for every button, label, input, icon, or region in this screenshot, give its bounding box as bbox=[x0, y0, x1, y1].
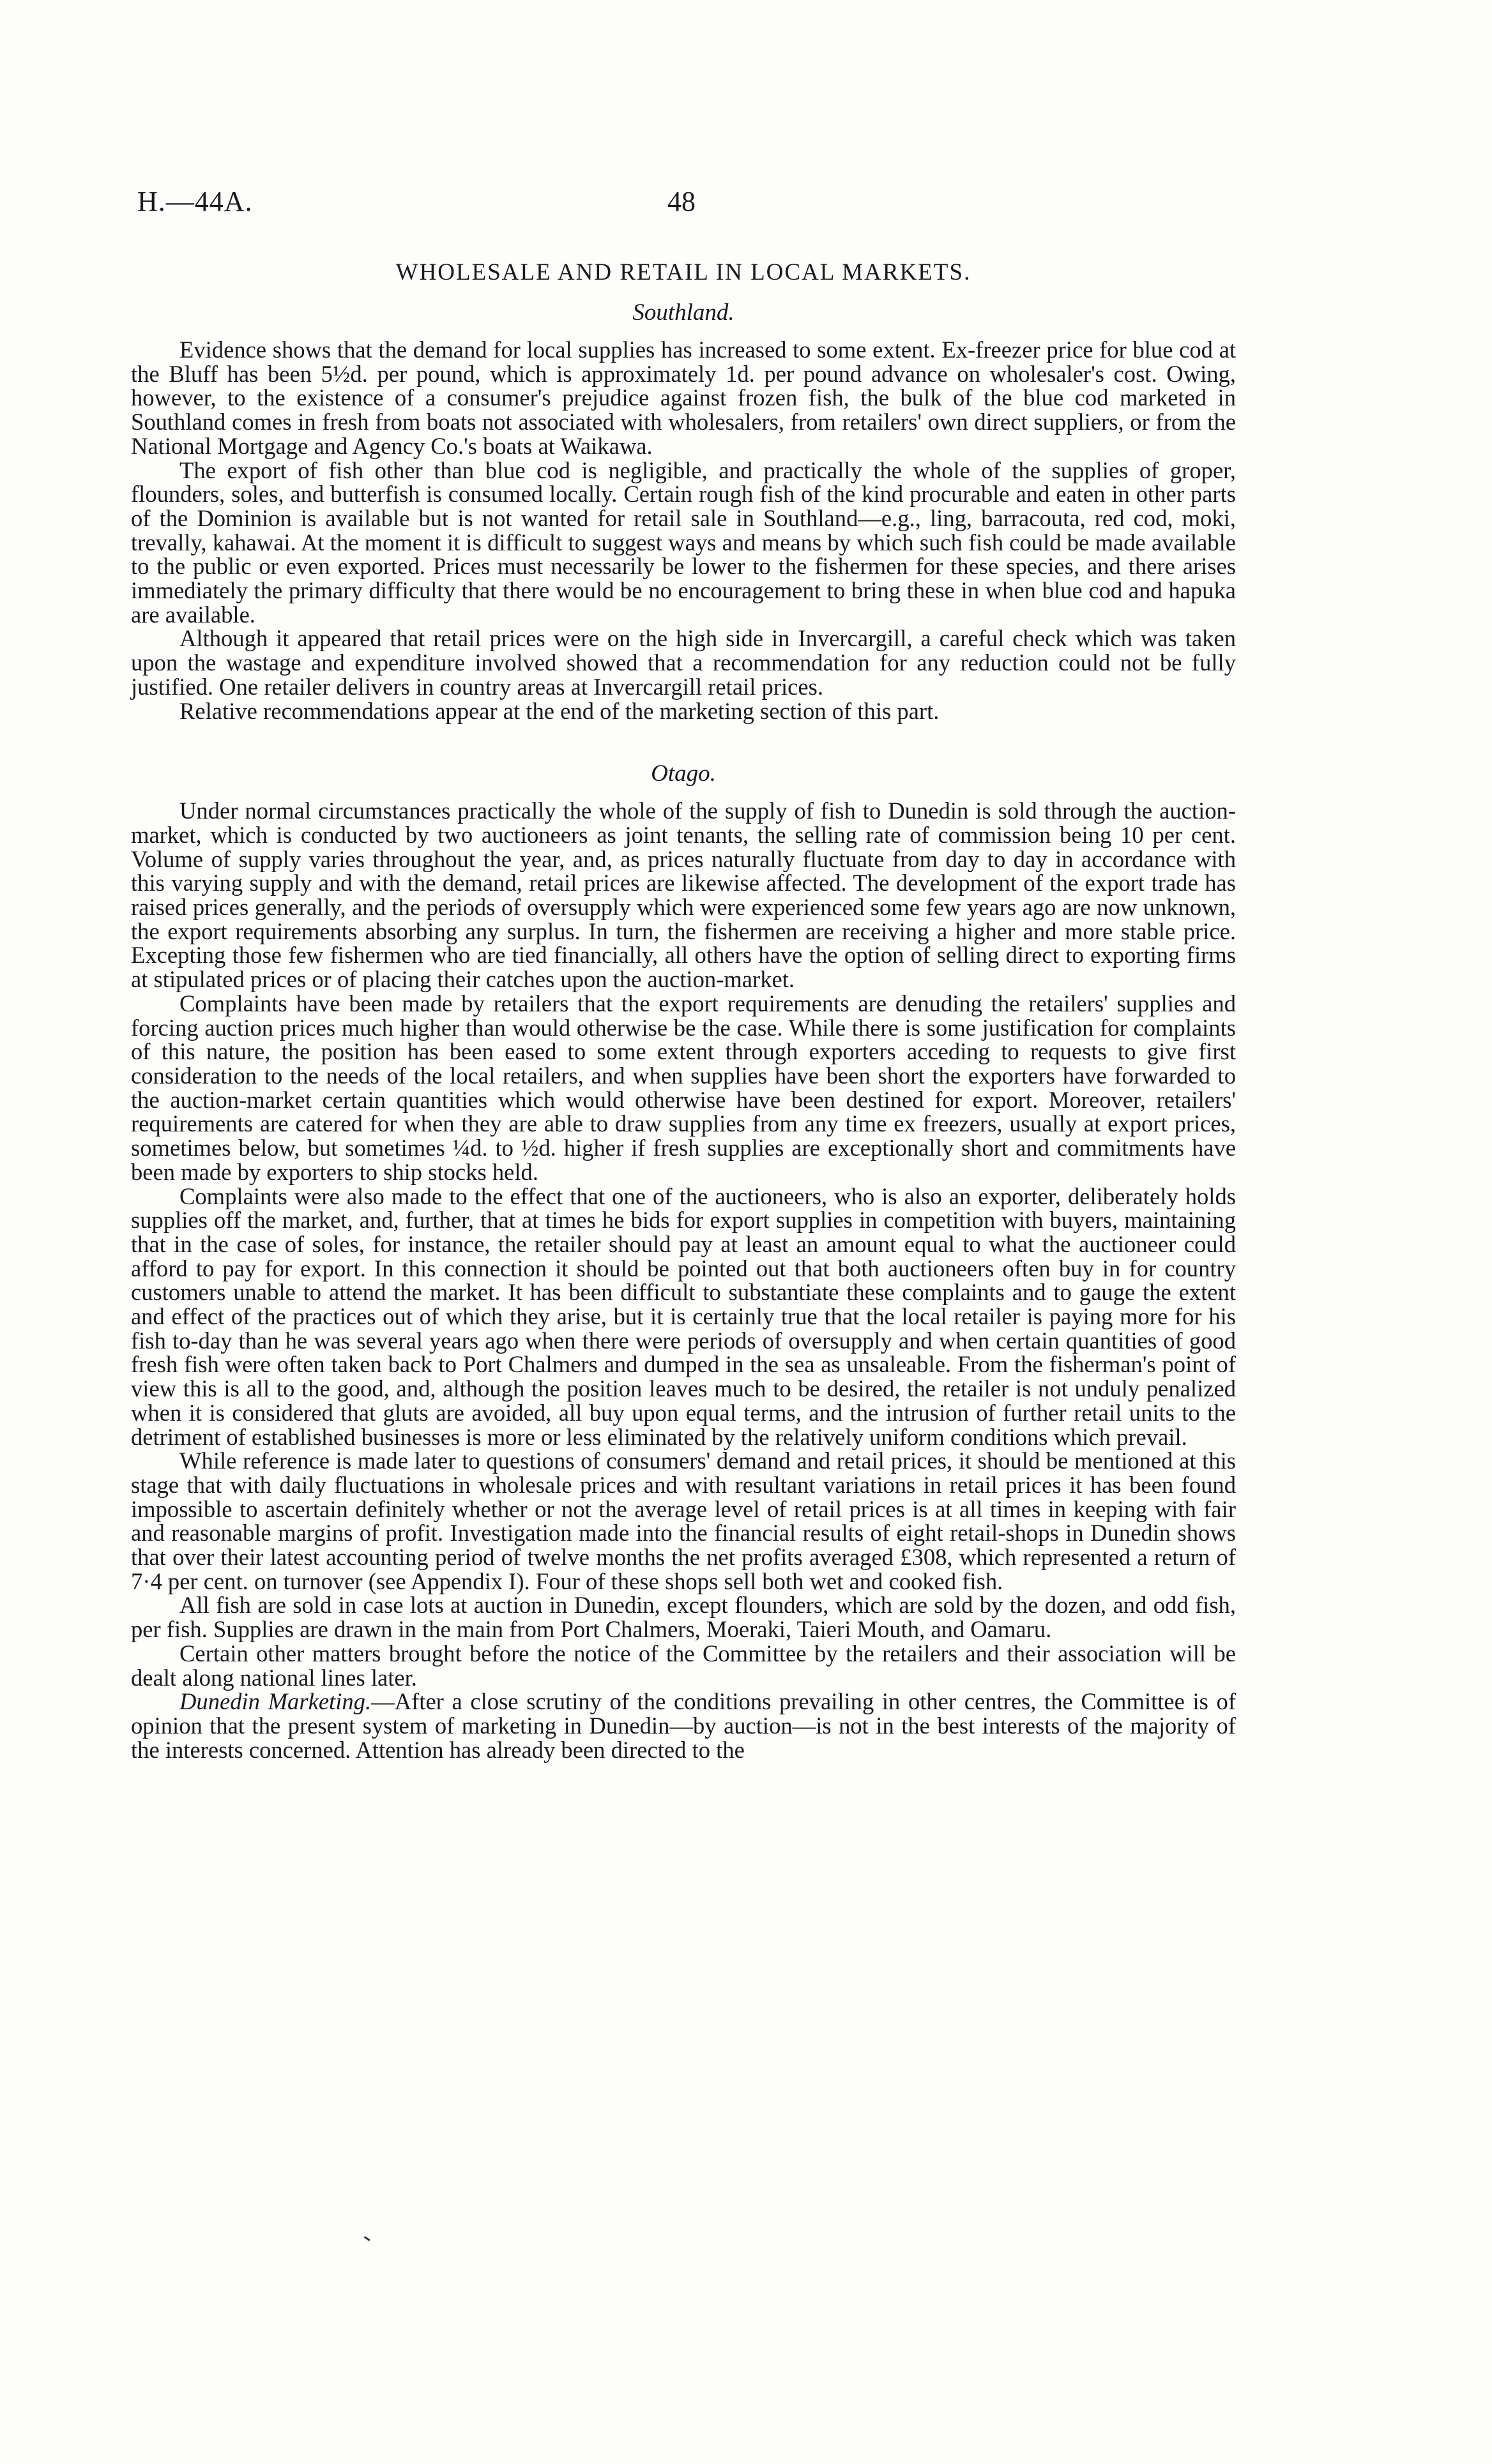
paragraph-text: —After a close scrutiny of the conditions prevailing in other centres, the Committee is of opinion that the present system of marketing in Dunedin—by auction—is not in the best interests of the majority of the interests concerned. Attention has already been directed to the bbox=[131, 1688, 1236, 1763]
page-number: 48 bbox=[667, 186, 696, 217]
paragraph: Relative recommendations appear at the end of the marketing section of this part. bbox=[179, 697, 940, 724]
paragraph: Evidence shows that the demand for local supplies has increased to some extent. Ex-freezer price for blue cod at the Bluff has been 5½d. per pound, which is approximately 1d. per pound advance on wholesaler's cost. Owing, however, to the existence of a consumer's prejudice against frozen fish, the bulk of the blue cod marketed in Southland comes in fresh from boats not associated with wholesalers, from retailers' own direct suppliers, or from the National Mortgage and Agency Co.'s boats at Waikawa. bbox=[131, 336, 1236, 459]
page-body bbox=[131, 259, 1236, 1762]
paragraph: All fish are sold in case lots at auction in Dunedin, except flounders, which are sold by the dozen, and odd fish, per fish. Supplies are drawn in the main from Port Chalmers, Moeraki, Taieri Mouth, and Oamaru. bbox=[131, 1592, 1236, 1643]
paragraph: Under normal circumstances practically the whole of the supply of fish to Dunedin is sold through the auction-market, which is conducted by two auctioneers as joint tenants, the selling rate of commission being 10 per cent. Volume of supply varies throughout the year, and, as prices naturally fluctuate from day to day in accordance with this varying supply and with the demand, retail prices are likewise affected. The development of the export trade has raised prices generally, and the periods of oversupply which were experienced some few years ago are now unknown, the export requirements absorbing any surplus. In turn, the fishermen are receiving a higher and more stable price. Excepting those few fishermen who are tied financially, all others have the option of selling direct to exporting firms at stipulated prices or of placing their catches upon the auction-market. bbox=[131, 797, 1236, 993]
section-southland bbox=[131, 299, 1236, 723]
stray-mark bbox=[362, 2236, 370, 2244]
page-title: WHOLESALE AND RETAIL IN LOCAL MARKETS. bbox=[395, 259, 971, 285]
paragraph: Although it appeared that retail prices were on the high side in Invercargill, a careful check which was taken upon the wastage and expenditure involved showed that a recommendation for any reduction could not be fully justified. One retailer delivers in country areas at Invercargill retail prices. bbox=[131, 625, 1236, 700]
page-header bbox=[137, 185, 1236, 230]
section-heading: Otago. bbox=[651, 760, 716, 787]
section-heading: Southland. bbox=[632, 299, 735, 326]
paragraph-lead: Dunedin Marketing. bbox=[179, 1688, 372, 1715]
paragraph: The export of fish other than blue cod is negligible, and practically the whole of the supplies of groper, flounders, soles, and butterfish is consumed locally. Certain rough fish of the kind procurable and eaten in other parts of the Dominion is available but is not wanted for retail sale in Southland—e.g., ling, barracouta, red cod, moki, trevally, kahawai. At the moment it is difficult to suggest ways and means by which such fish could be made available to the public or even exported. Prices must necessarily be lower to the fishermen for these species, and there arises immediately the primary difficulty that there would be no encouragement to bring these in when blue cod and hapuka are available. bbox=[131, 457, 1236, 628]
paragraph: Certain other matters brought before the notice of the Committee by the retailers and their association will be dealt along national lines later. bbox=[131, 1640, 1236, 1691]
paragraph: Complaints were also made to the effect that one of the auctioneers, who is also an exporter, deliberately holds supplies off the market, and, further, that at times he bids for export supplies in competition with buyers, maintaining that in the case of soles, for instance, the retailer should pay at least an amount equal to what the auctioneer could afford to pay for export. In this connection it should be pointed out that both auctioneers often buy in for country customers unable to attend the market. It has been difficult to substantiate these complaints and to gauge the extent and effect of the practices out of which they arise, but it is certainly true that the local retailer is paying more for his fish to-day than he was several years ago when there were periods of oversupply and when certain quantities of good fresh fish were often taken back to Port Chalmers and dumped in the sea as unsaleable. From the fisherman's point of view this is all to the good, and, although the position leaves much to be desired, the retailer is not unduly penalized when it is considered that gluts are avoided, all buy upon equal terms, and the intrusion of further retail units to the detriment of established businesses is more or less eliminated by the relatively uniform conditions which prevail. bbox=[131, 1183, 1236, 1450]
paragraph: Complaints have been made by retailers that the export requirements are denuding the retailers' supplies and forcing auction prices much higher than would otherwise be the case. While there is some justification for complaints of this nature, the position has been eased to some extent through exporters acceding to requests to give first consideration to the needs of the local retailers, and when supplies have been short the exporters have forwarded to the auction-market certain quantities which would otherwise have been destined for export. Moreover, retailers' requirements are catered for when they are able to draw supplies from any time ex freezers, usually at export prices, sometimes below, but sometimes ¼d. to ½d. higher if fresh supplies are exceptionally short and commitments have been made by exporters to ship stocks held. bbox=[131, 990, 1236, 1185]
paragraph-dunedin-marketing bbox=[131, 1689, 1236, 1762]
document-code: H.—44A. bbox=[137, 186, 253, 217]
paragraph: While reference is made later to questions of consumers' demand and retail prices, it should be mentioned at this stage that with daily fluctuations in wholesale prices and with resultant variations in retail prices it has been found impossible to ascertain definitely whether or not the average level of retail prices is at all times in keeping with fair and reasonable margins of profit. Investigation made into the financial results of eight retail-shops in Dunedin shows that over their latest accounting period of twelve months the net profits averaged £308, which represented a return of 7·4 per cent. on turnover (see Appendix I). Four of these shops sell both wet and cooked fish. bbox=[131, 1447, 1236, 1594]
section-otago bbox=[131, 760, 1236, 1762]
